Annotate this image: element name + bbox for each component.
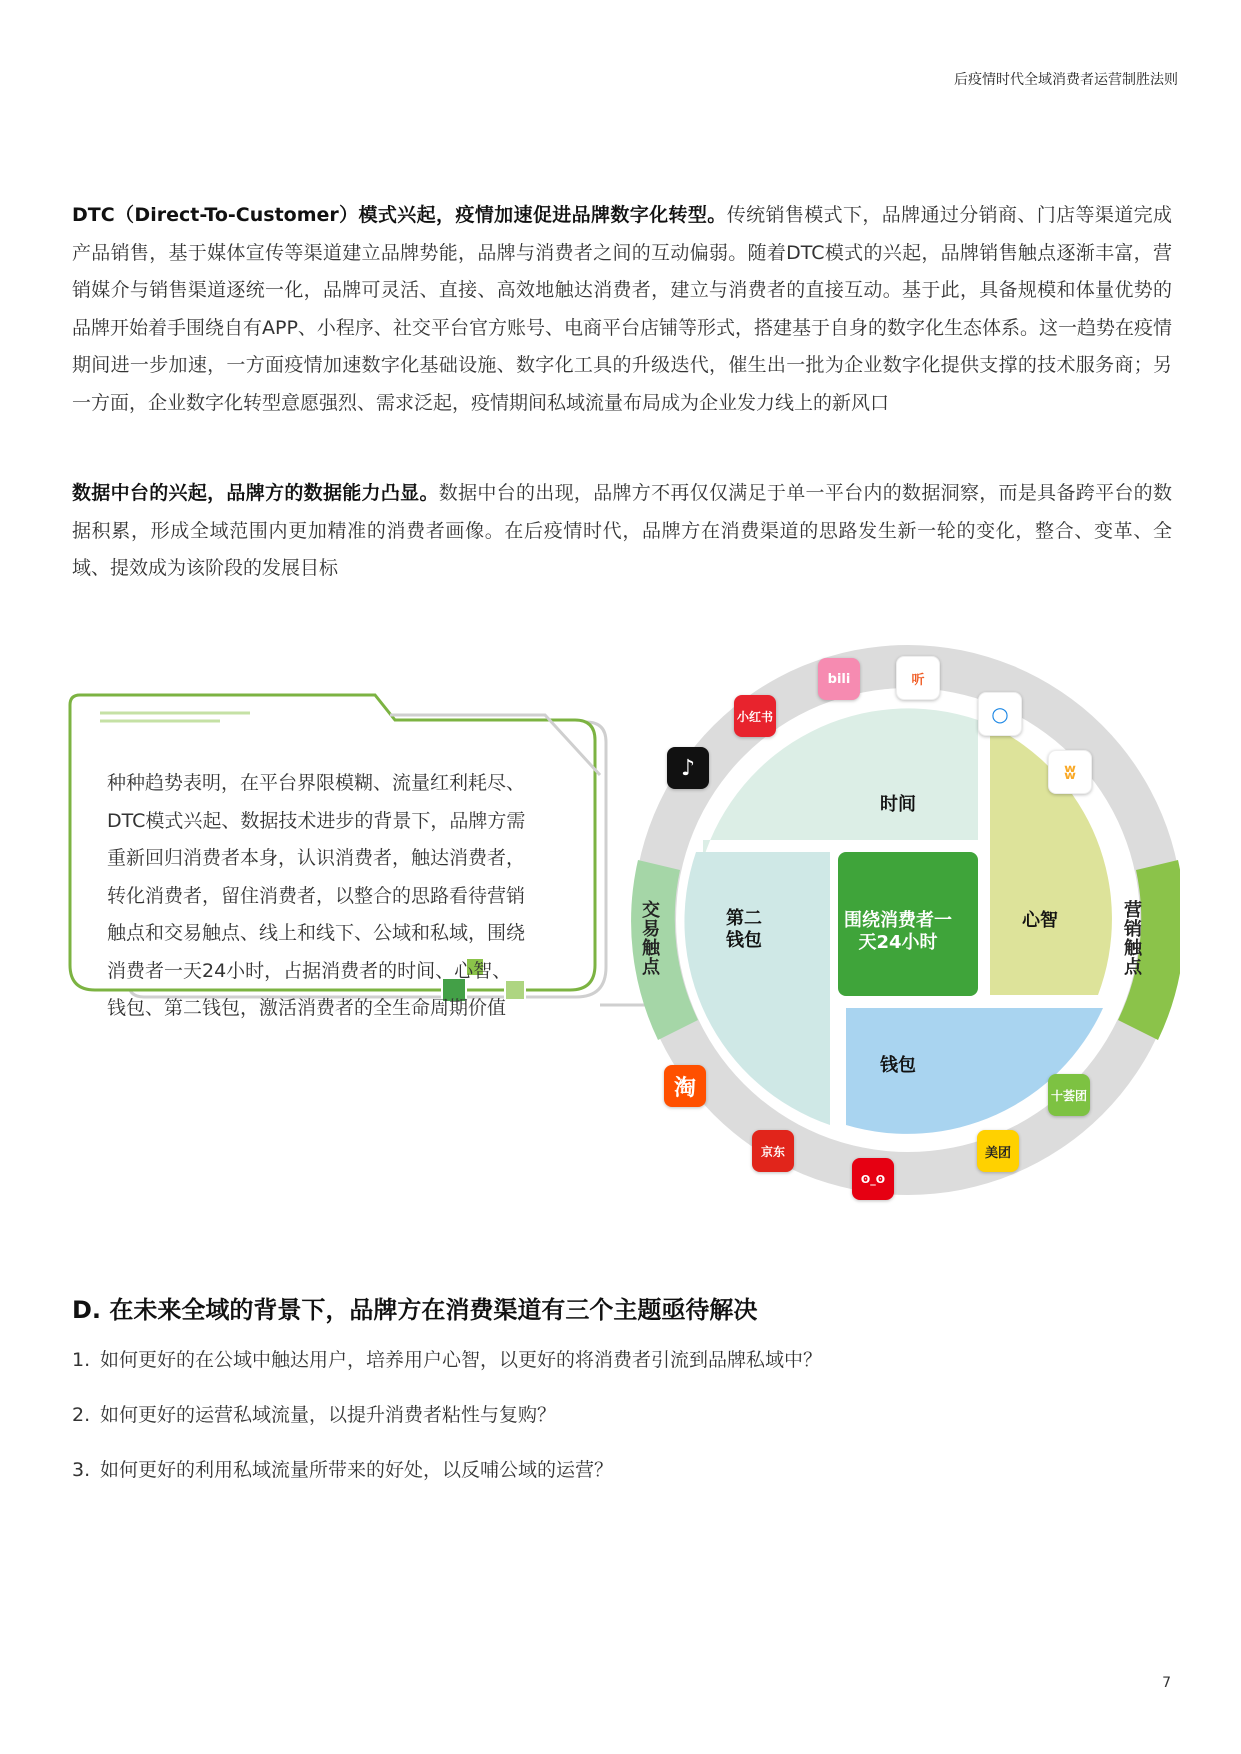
- segment-time-label: 时间: [880, 794, 916, 815]
- list-item: [72, 1345, 822, 1400]
- paragraph-dtc-body: 传统销售模式下，品牌通过分销商、门店等渠道完成产品销售，基于媒体宣传等渠道建立品牌势能，品牌与消费者之间的互动偏弱。随着DTC模式的兴起，品牌销售触点逐渐丰富，营销媒介与销售渠道逐统一化，品牌可灵活、直接、高效地触达消费者，建立与消费者的直接互动。基于此，具备规模和体量优势的品牌开始着手围绕自有APP、小程序、社交平台官方账号、电商平台店铺等形式，搭建基于自身的数字化生态体系。这一趋势在疫情期间进一步加速，一方面疫情加速数字化基础设施、数字化工具的升级迭代，催生出一批为企业数字化提供支撑的技术服务商；另一方面，企业数字化转型意愿强烈、需求泛起，疫情期间私域流量布局成为企业发力线上的新风口: [72, 204, 1172, 414]
- paragraph-dtc: [72, 197, 1172, 422]
- paragraph-data-platform-heading: 数据中台的兴起，品牌方的数据能力凸显。: [72, 482, 439, 504]
- list-item-text: 如何更好的利用私域流量所带来的好处，以反哺公域的运营？: [100, 1459, 614, 1481]
- page-number: 7: [1162, 1675, 1171, 1691]
- douyin-icon: ♪: [667, 747, 709, 789]
- tmall-icon: ʘ_ʘ: [852, 1158, 894, 1200]
- shihuituan-icon: 十荟团: [1048, 1074, 1090, 1116]
- bilibili-icon: bili: [818, 658, 860, 700]
- list-item-number: 1.: [72, 1349, 91, 1371]
- segment-second-wallet-label: 第二钱包: [726, 908, 762, 951]
- taobao-icon: 淘: [664, 1065, 706, 1107]
- paragraph-dtc-heading: DTC（Direct-To-Customer）模式兴起，疫情加速促进品牌数字化转型。: [72, 204, 727, 226]
- paragraph-data-platform-body: 数据中台的出现，品牌方不再仅仅满足于单一平台内的数据洞察，而是具备跨平台的数据积累，形成全域范围内更加精准的消费者画像。在后疫情时代，品牌方在消费渠道的思路发生新一轮的变化，整合、变革、全域、提效成为该阶段的发展目标: [72, 482, 1172, 579]
- list-item-number: 3.: [72, 1459, 91, 1481]
- segment-wallet-label: 钱包: [880, 1055, 916, 1076]
- xiaohongshu-icon: 小红书: [734, 695, 776, 737]
- question-list: [72, 1345, 822, 1510]
- chat-bubble-icon: ○: [978, 692, 1022, 736]
- callout-text: 种种趋势表明，在平台界限模糊、流量红利耗尽、DTC模式兴起、数据技术进步的背景下，品牌方需重新回归消费者本身，认识消费者，触达消费者，转化消费者，留住消费者，以整合的思路看待营销触点和交易触点、线上和线下、公域和私域，围绕消费者一天24小时，占据消费者的时间、心智、钱包、第二钱包，激活消费者的全生命周期价值: [107, 772, 526, 1019]
- paragraph-data-platform: [72, 475, 1172, 588]
- ximalaya-icon: 听: [896, 656, 940, 700]
- wheel-center-label: 围绕消费者一天24小时: [844, 910, 952, 953]
- butterfly-icon: ʬ: [1048, 750, 1092, 794]
- document-header: 后疫情时代全域消费者运营制胜法则: [954, 72, 1178, 88]
- meituan-icon: 美团: [977, 1130, 1019, 1172]
- list-item: [72, 1400, 822, 1455]
- trade-touchpoint-label: 交易触点: [639, 900, 660, 976]
- list-item-text: 如何更好的在公域中触达用户，培养用户心智，以更好的将消费者引流到品牌私域中？: [100, 1349, 823, 1371]
- segment-mind-label: 心智: [1022, 910, 1058, 931]
- list-item-number: 2.: [72, 1404, 91, 1426]
- list-item-text: 如何更好的运营私域流量，以提升消费者粘性与复购？: [100, 1404, 557, 1426]
- marketing-touchpoint-label: 营销触点: [1121, 900, 1142, 976]
- list-item: [72, 1455, 822, 1510]
- jd-icon: 京东: [752, 1130, 794, 1172]
- section-title: D. 在未来全域的背景下，品牌方在消费渠道有三个主题亟待解决: [72, 1296, 758, 1324]
